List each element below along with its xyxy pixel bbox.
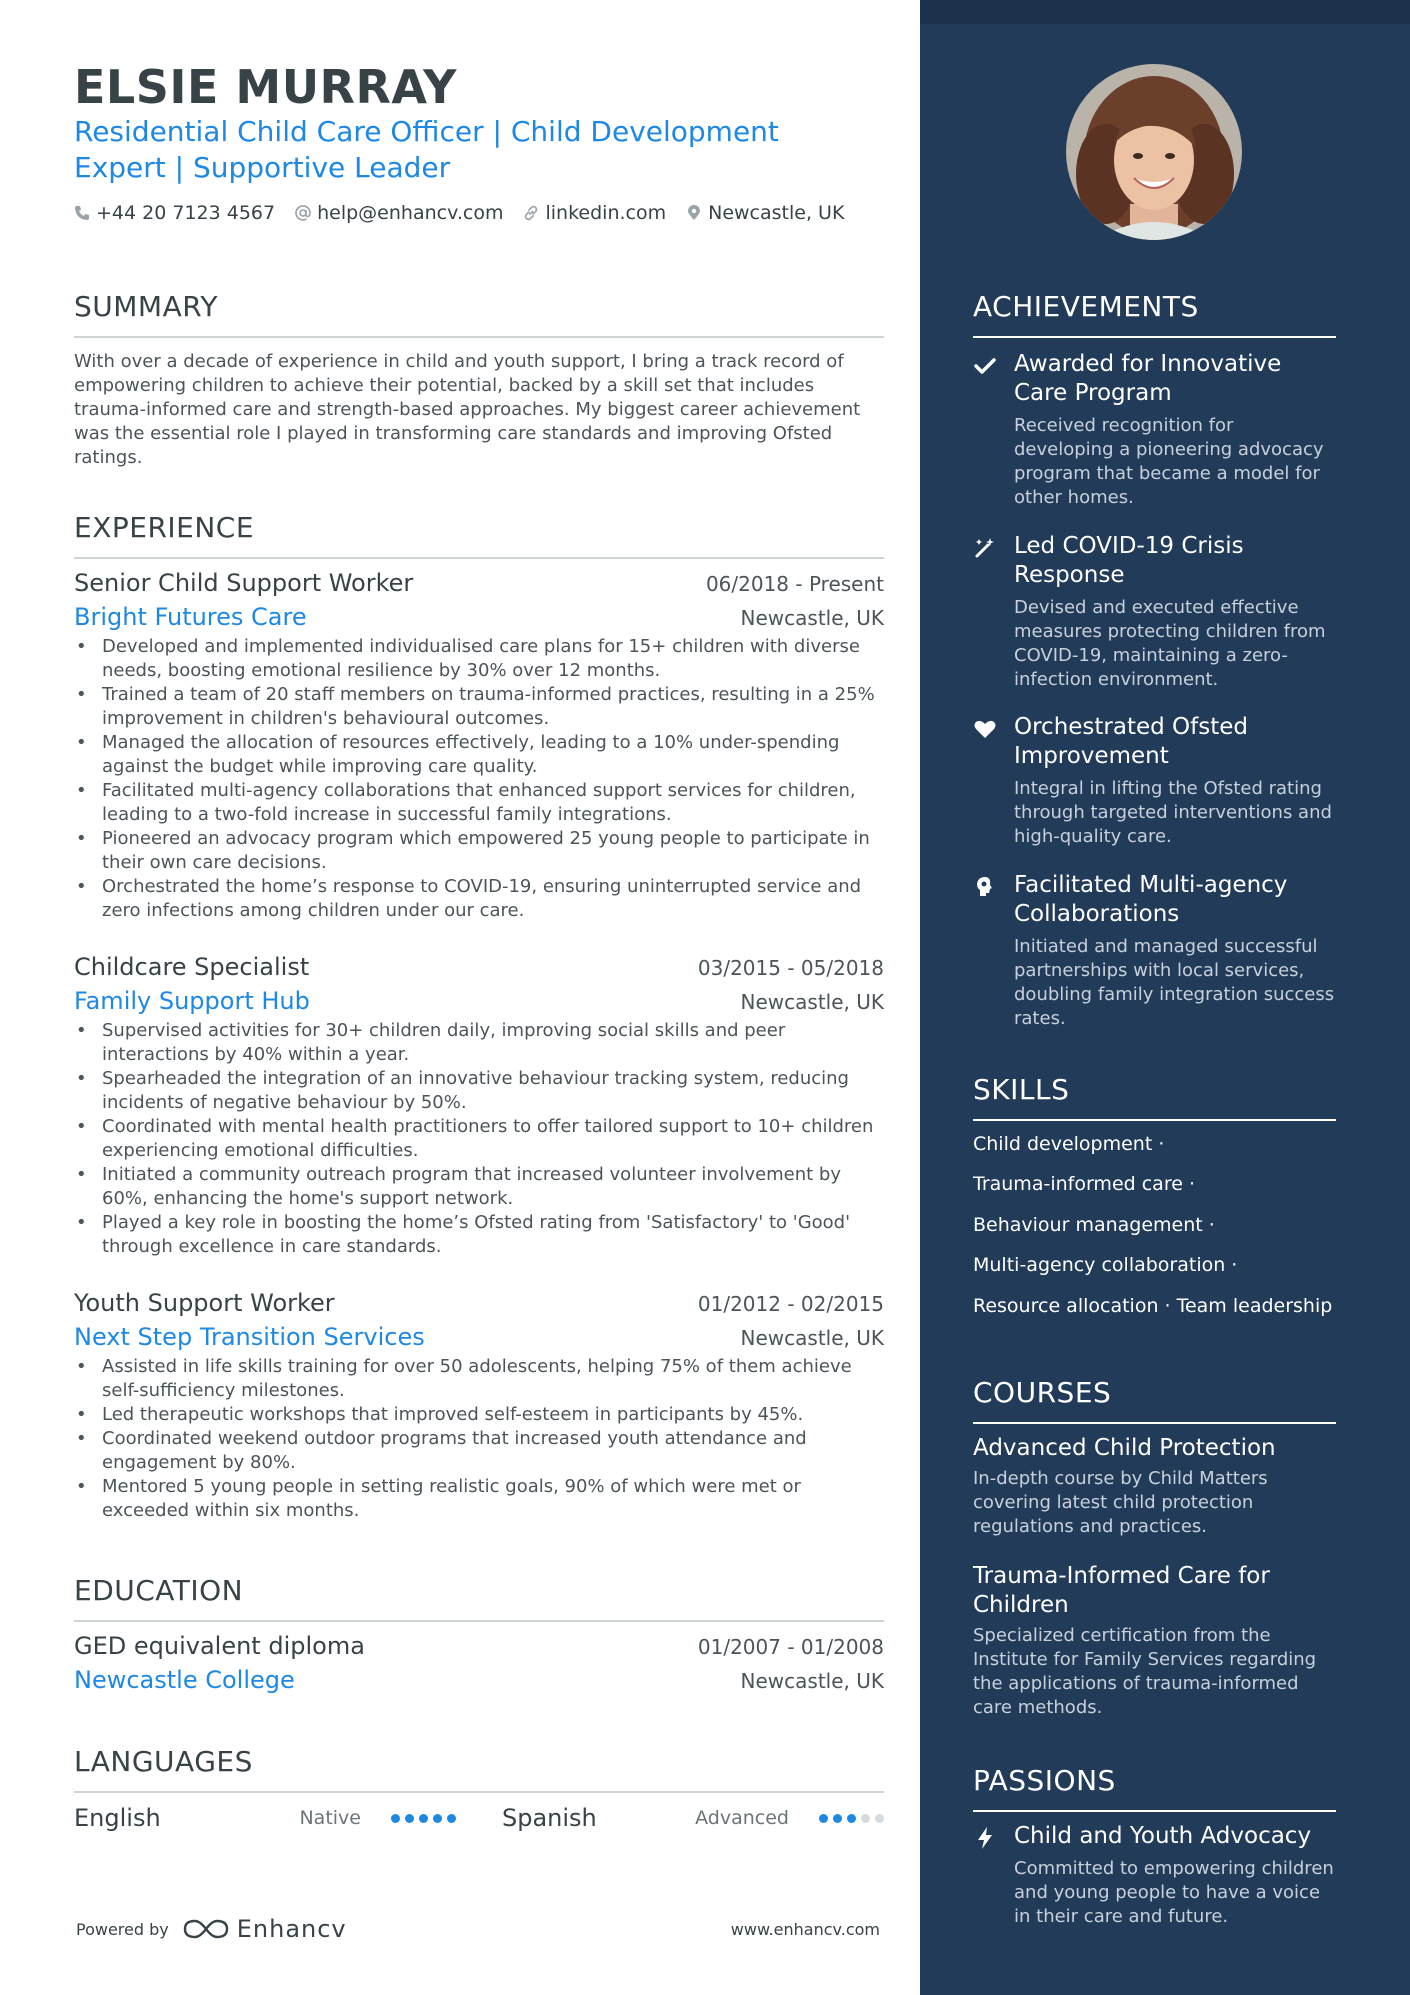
job-dates: 01/2012 - 02/2015 <box>697 1292 884 1316</box>
education-location: Newcastle, UK <box>740 1669 884 1693</box>
achievement-title: Orchestrated Ofsted Improvement <box>1014 714 1249 769</box>
language-level: Native <box>299 1807 361 1829</box>
brand-logo[interactable] <box>183 1915 347 1943</box>
experience-title: EXPERIENCE <box>74 511 255 544</box>
passion-desc: Committed to empowering children and young people to have a voice in their care and future. <box>1014 1858 1334 1927</box>
achievements-rule <box>973 336 1336 338</box>
education-rule <box>74 1620 884 1622</box>
brain-icon <box>973 875 997 899</box>
summary-rule <box>74 336 884 338</box>
email-text: help@enhancv.com <box>317 202 504 224</box>
candidate-headline: Residential Child Care Officer | Child Development Expert | Supportive Leader <box>74 115 779 184</box>
bullet-item: • Orchestrated the home’s response to COVID-19, ensuring uninterrupted service and zero infections among children under our care. <box>74 875 884 923</box>
bullet-item: • Mentored 5 young people in setting realistic goals, 90% of which were met or exceeded within six months. <box>74 1475 884 1523</box>
proficiency-dots <box>391 1814 456 1823</box>
languages-list <box>74 1804 884 1832</box>
bullet-item: • Played a key role in boosting the home’s Ofsted rating from 'Satisfactory' to 'Good' through excellence in care standards. <box>74 1211 884 1259</box>
job-title: Childcare Specialist <box>74 953 310 981</box>
bullet-item: • Initiated a community outreach program that increased volunteer involvement by 60%, enhancing the home's support network. <box>74 1163 884 1211</box>
education-degree: GED equivalent diploma <box>74 1632 365 1660</box>
link-text: linkedin.com <box>545 202 667 224</box>
languages-title: LANGUAGES <box>74 1745 253 1778</box>
courses-title: COURSES <box>973 1376 1112 1409</box>
check-icon <box>973 354 997 378</box>
job-title: Youth Support Worker <box>74 1289 335 1317</box>
languages-rule <box>74 1791 884 1793</box>
proficiency-dot <box>391 1814 400 1823</box>
phone-text: +44 20 7123 4567 <box>96 202 276 224</box>
job-bullets <box>74 1355 884 1523</box>
achievement-item <box>973 871 1336 1031</box>
skills-title: SKILLS <box>973 1073 1070 1106</box>
achievement-title: Awarded for Innovative Care Program <box>1014 351 1282 406</box>
passions-title: PASSIONS <box>973 1764 1116 1797</box>
proficiency-dots <box>819 1814 884 1823</box>
proficiency-dot <box>833 1814 842 1823</box>
education-dates: 01/2007 - 01/2008 <box>697 1635 884 1659</box>
achievement-desc: Initiated and managed successful partnerships with local services, doubling family integration success rates. <box>1014 936 1335 1029</box>
achievement-desc: Integral in lifting the Ofsted rating through targeted interventions and high-quality care. <box>1014 778 1332 847</box>
achievements-title: ACHIEVEMENTS <box>973 290 1199 323</box>
job-bullets <box>74 635 884 923</box>
proficiency-dot <box>405 1814 414 1823</box>
location-text: Newcastle, UK <box>708 202 845 224</box>
contact-email[interactable] <box>295 202 503 224</box>
proficiency-dot <box>419 1814 428 1823</box>
heart-icon <box>973 717 997 741</box>
proficiency-dot <box>847 1814 856 1823</box>
phone-icon <box>74 205 90 221</box>
link-icon <box>523 205 539 221</box>
language-item <box>502 1804 884 1832</box>
job-entry <box>74 1289 884 1523</box>
passions-rule <box>973 1810 1336 1812</box>
proficiency-dot <box>447 1814 456 1823</box>
skill-tag: Trauma-informed care · <box>973 1173 1195 1195</box>
summary-text: With over a decade of experience in child and youth support, I bring a track record of empowering children to achieve their potential, backed by a skill set that includes trauma-informed care and strength-based approaches. My biggest career achievement was the essential role I played in transforming care standards and improving Ofsted ratings. <box>74 351 861 468</box>
skills-rule <box>973 1119 1336 1121</box>
bullet-item: • Trained a team of 20 staff members on trauma-informed practices, resulting in a 25% improvement in children's behavioural outcomes. <box>74 683 884 731</box>
course-desc: In-depth course by Child Matters covering latest child protection regulations and practices. <box>973 1468 1268 1537</box>
bullet-item: • Facilitated multi-agency collaborations that enhanced support services for children, leading to a two-fold increase in successful family integrations. <box>74 779 884 827</box>
bullet-item: • Supervised activities for 30+ children daily, improving social skills and peer interactions by 40% within a year. <box>74 1019 884 1067</box>
job-title: Senior Child Support Worker <box>74 569 414 597</box>
course-desc: Specialized certification from the Institute for Family Services regarding the applications of trauma-informed care methods. <box>973 1625 1317 1718</box>
passion-title: Child and Youth Advocacy <box>1014 1823 1312 1849</box>
education-title: EDUCATION <box>74 1574 244 1607</box>
course-title: Advanced Child Protection <box>973 1435 1276 1461</box>
language-name: Spanish <box>502 1804 597 1832</box>
job-dates: 06/2018 - Present <box>705 572 884 596</box>
experience-rule <box>74 557 884 559</box>
language-level: Advanced <box>695 1807 789 1829</box>
bullet-item: • Developed and implemented individualised care plans for 15+ children with diverse needs, boosting emotional resilience by 30% over 12 months. <box>74 635 884 683</box>
job-location: Newcastle, UK <box>740 1326 884 1350</box>
education-entry <box>74 1632 884 1694</box>
footer <box>76 1915 880 1943</box>
bullet-item: • Pioneered an advocacy program which empowered 25 young people to participate in their own care decisions. <box>74 827 884 875</box>
skill-tag: Resource allocation · Team leadership <box>973 1295 1333 1317</box>
powered-by <box>76 1915 347 1943</box>
job-entry <box>74 569 884 923</box>
footer-url[interactable]: www.enhancv.com <box>730 1919 880 1939</box>
skill-tag: Child development · <box>973 1133 1165 1155</box>
avatar <box>1066 64 1242 240</box>
achievement-desc: Received recognition for developing a pioneering advocacy program that became a model for other homes. <box>1014 415 1324 508</box>
proficiency-dot <box>433 1814 442 1823</box>
bolt-icon <box>973 1826 997 1850</box>
bullet-item: • Managed the allocation of resources effectively, leading to a 10% under-spending against the budget while improving care quality. <box>74 731 884 779</box>
course-item <box>973 1562 1336 1720</box>
language-name: English <box>74 1804 161 1832</box>
job-dates: 03/2015 - 05/2018 <box>697 956 884 980</box>
course-item <box>973 1434 1336 1539</box>
enhancv-logo-icon <box>183 1917 229 1941</box>
skill-tag: Behaviour management · <box>973 1214 1215 1236</box>
bullet-item: • Coordinated with mental health practitioners to offer tailored support to 10+ children experiencing emotional difficulties. <box>74 1115 884 1163</box>
job-company[interactable]: Bright Futures Care <box>74 603 307 631</box>
course-title: Trauma-Informed Care for Children <box>973 1563 1270 1618</box>
achievement-item <box>973 713 1336 849</box>
job-bullets <box>74 1019 884 1259</box>
contact-phone[interactable] <box>74 202 275 224</box>
passion-item <box>973 1822 1336 1929</box>
skill-tag: Multi-agency collaboration · <box>973 1254 1238 1276</box>
contact-bar <box>74 202 844 224</box>
sidebar-top-bar <box>920 0 1410 24</box>
proficiency-dot <box>819 1814 828 1823</box>
bullet-item: • Coordinated weekend outdoor programs that increased youth attendance and engagement by 80%. <box>74 1427 884 1475</box>
avatar-image <box>1066 64 1242 240</box>
at-icon <box>295 205 311 221</box>
language-item <box>74 1804 456 1832</box>
job-company[interactable]: Next Step Transition Services <box>74 1323 425 1351</box>
brand-name: Enhancv <box>236 1915 347 1943</box>
candidate-name: ELSIE MURRAY <box>74 60 457 114</box>
achievement-desc: Devised and executed effective measures protecting children from COVID-19, maintaining a zero-infection environment. <box>1014 597 1326 690</box>
proficiency-dot <box>861 1814 870 1823</box>
bullet-item: • Assisted in life skills training for over 50 adolescents, helping 75% of them achieve self-sufficiency milestones. <box>74 1355 884 1403</box>
location-pin-icon <box>686 205 702 221</box>
contact-location <box>686 202 844 224</box>
bullet-item: • Led therapeutic workshops that improved self-esteem in participants by 45%. <box>74 1403 884 1427</box>
education-school[interactable]: Newcastle College <box>74 1666 295 1694</box>
job-company[interactable]: Family Support Hub <box>74 987 310 1015</box>
summary-title: SUMMARY <box>74 290 219 323</box>
contact-link[interactable] <box>523 202 666 224</box>
bullet-item: • Spearheaded the integration of an innovative behaviour tracking system, reducing incidents of negative behaviour by 50%. <box>74 1067 884 1115</box>
courses-rule <box>973 1422 1336 1424</box>
achievement-item <box>973 350 1336 510</box>
achievement-title: Facilitated Multi-agency Collaborations <box>1014 872 1288 927</box>
achievement-title: Led COVID-19 Crisis Response <box>1014 533 1244 588</box>
powered-by-label: Powered by <box>76 1919 169 1939</box>
job-location: Newcastle, UK <box>740 990 884 1014</box>
job-entry <box>74 953 884 1259</box>
magic-wand-icon <box>973 536 997 560</box>
achievement-item <box>973 532 1336 692</box>
job-location: Newcastle, UK <box>740 606 884 630</box>
proficiency-dot <box>875 1814 884 1823</box>
